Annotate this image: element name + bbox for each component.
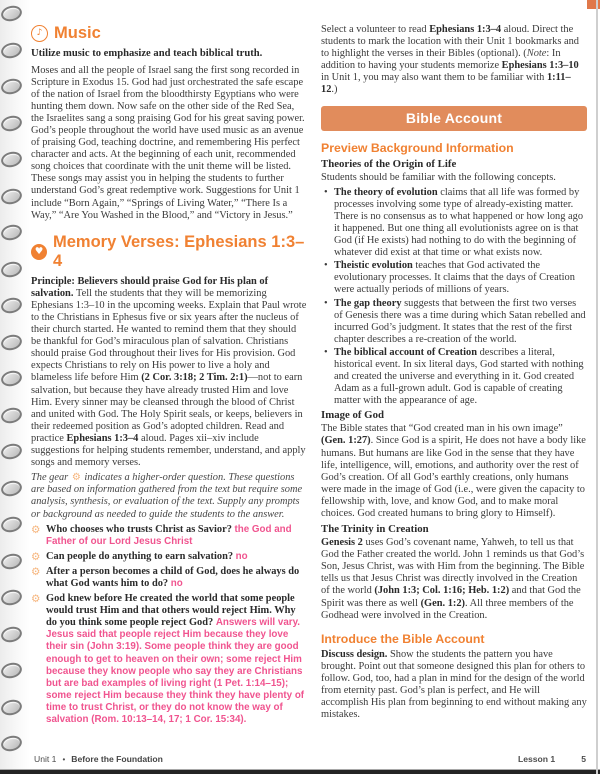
image-of-god-heading: Image of God bbox=[321, 409, 384, 422]
image-of-god-paragraph: The Bible states that “God created man in his own image” (Gen. 1:27). Since God is a spirit, He does not have a body like humans. But humans are like God in the sense that they have life, intelligence, will, emotions, and authority over the rest of God’s creation. Of all God’s earthly creations, only humans were made in the image of God (i.e., were given the capacity to fellowship with, love, and know God, and to make moral choices. God created humans to bring glory to Himself). bbox=[321, 423, 586, 519]
spiral-coil bbox=[0, 661, 24, 681]
spiral-coil bbox=[0, 551, 24, 571]
theories-intro: Students should be familiar with the following concepts. bbox=[321, 171, 556, 183]
heart-icon bbox=[31, 244, 47, 260]
spiral-coil bbox=[0, 405, 24, 425]
page-right-edge bbox=[596, 0, 598, 774]
bullet-icon: • bbox=[324, 186, 328, 198]
heart-glyph: ♥ bbox=[34, 245, 44, 257]
spiral-coil bbox=[0, 186, 24, 206]
left-column bbox=[31, 24, 308, 738]
spiral-coil bbox=[0, 4, 24, 24]
spiral-binding bbox=[0, 0, 24, 774]
music-icon bbox=[31, 25, 48, 42]
bullet-text: The theory of evolution claims that all life was formed by processes involving some type of already-existing matter. There is no consensus as to what happened or how long ago it happened. But one thing all evolutionists agree on is that God (if He exists) had nothing to do with the beginning of whatever did exist at that time or what exists now. bbox=[334, 186, 584, 259]
spiral-coil bbox=[0, 442, 24, 462]
spiral-coil bbox=[0, 113, 24, 133]
bullet-icon: • bbox=[324, 346, 328, 358]
right-column bbox=[321, 24, 587, 738]
spiral-coil bbox=[0, 478, 24, 498]
music-body: Moses and all the people of Israel sang the first song recorded in Scripture in Exodus 15. God had just orchestrated the safe escape of the nation of Israel from the bloodthirsty Egyptians who were hunting them down. Now safe on the other side of the Red Sea, the Israelites sang a song praising God for his great saving power. God’s people throughout the world have used music as an avenue of praising God, teaching doctrine, and remembering His perfect character and acts. At the beginning of each unit, recommended song choices that coordinate with the unit theme will be listed. These songs may assist you in helping the students to further understand God’s great redemptive work. Suggestions for Unit 1 include “Born Again,” “Springs of Living Water,” “There Is a Way,” “Are You Washed in the Blood,” and “Victory in Jesus.” bbox=[31, 64, 305, 221]
preview-background-heading: Preview Background Information bbox=[321, 140, 514, 155]
bullet-text: The biblical account of Creation describes a literal, historical event. In six literal days, God started with nothing and created the universe and everything in it. God created Adam as a full-grown adult. God is capable of creating matter with the appearance of age. bbox=[334, 346, 584, 407]
spiral-coil bbox=[0, 259, 24, 279]
question-item bbox=[31, 524, 308, 548]
footer-page-number: 5 bbox=[581, 754, 586, 764]
page-content bbox=[31, 24, 587, 738]
spiral-coil bbox=[0, 624, 24, 644]
question-item bbox=[31, 566, 308, 590]
spiral-coil bbox=[0, 296, 24, 316]
trinity-paragraph: Genesis 2 uses God’s covenant name, Yahweh, to tell us that God the Father created the world. John 1 reminds us that God’s Son, Jesus Christ, was with Him from the beginning. The Bible tells us that Jesus Christ was directly involved in the Creation of the world (John 1:3; Col. 1:16; Heb. 1:2) and that God the Spirit was there as well (Gen. 1:2). All three members of the Godhead were involved in the Creation. bbox=[321, 537, 585, 621]
memory-verses-title: Memory Verses: Ephesians 1:3–4 bbox=[53, 232, 305, 270]
question-text: After a person becomes a child of God, does he always do what God wants him to do? no bbox=[46, 565, 300, 589]
introduce-paragraph: Discuss design. Show the students the pattern you have brought. Point out that someone designed this plan for others to follow. God, too, had a plan in mind for the design of the world from eternity past. God’s plan is perfect, and He will accomplish His plan from beginning to end without making any mistakes. bbox=[321, 648, 587, 721]
list-item bbox=[321, 298, 587, 346]
list-item bbox=[321, 187, 587, 260]
music-section-heading bbox=[31, 24, 308, 43]
question-text: Who chooses who trusts Christ as Savior? the God and Father of our Lord Jesus Christ bbox=[46, 523, 292, 547]
spiral-coil bbox=[0, 77, 24, 97]
question-list bbox=[31, 524, 308, 727]
bullet-text: Theistic evolution teaches that God activated the evolutionary processes. It claims that the days of Creation were actually periods of millions of years. bbox=[334, 260, 575, 296]
spiral-coil bbox=[0, 369, 24, 389]
question-item bbox=[31, 593, 308, 726]
spiral-coil bbox=[0, 332, 24, 352]
footer-right bbox=[492, 754, 586, 764]
footer-unit: Unit 1 bbox=[34, 754, 57, 764]
spiral-coil bbox=[0, 588, 24, 608]
gear-note: The gear ⚙ indicates a higher-order question. These questions are based on information gathered from the text but require some analysis, synthesis, or evaluation of the text. Supply any prompts or background as needed to guide the students to the answer. bbox=[31, 472, 303, 520]
gear-icon: ⚙ bbox=[71, 472, 81, 484]
bible-account-banner: Bible Account bbox=[321, 106, 587, 131]
theories-list bbox=[321, 187, 587, 408]
music-title: Music bbox=[54, 24, 101, 42]
spiral-coil bbox=[0, 515, 24, 535]
memory-verses-principle: Principle: Believers should praise God for His plan of salvation. Tell the students that they will be memorizing Ephesians 1:3–10 in the upcoming weeks. Explain that Paul wrote to the Christians in Ephesus five or six years after the nucleus of their church started. He wanted to remind them that they should be thankful for God’s miraculous plan of salvation. Christians should praise God throughout their lives for His provision. God expects Christians to rely on His power to live a holy and blameless life before Him (2 Cor. 3:18; 2 Tim. 2:1)—not to earn salvation, but because they have already trusted Him and love Him. Every sinner may be cleansed through the blood of Christ and united with God. The Holy Spirit seals, or keeps, believers in their redeemed position as God’s adopted children. Read and practice Ephesians 1:3–4 aloud. Pages xii–xiv include suggestions for helping students remember, understand, and apply songs and memory verses. bbox=[31, 275, 307, 469]
music-note-glyph: ♪ bbox=[36, 28, 43, 38]
question-item bbox=[31, 551, 308, 563]
bullet-icon: • bbox=[324, 297, 328, 309]
gear-icon: ⚙ bbox=[31, 523, 41, 536]
gear-icon: ⚙ bbox=[31, 593, 41, 606]
bullet-icon: • bbox=[324, 260, 328, 272]
question-text: Can people do anything to earn salvation? no bbox=[46, 550, 248, 562]
gear-icon: ⚙ bbox=[31, 565, 41, 578]
spiral-coil bbox=[0, 697, 24, 717]
spiral-coil bbox=[0, 734, 24, 754]
footer-lesson: Lesson 1 bbox=[517, 754, 556, 764]
spiral-coil bbox=[0, 40, 24, 60]
footer-left bbox=[34, 754, 169, 764]
bullet-text: The gap theory suggests that between the first two verses of Genesis there was a time during which Satan rebelled and incurred God’s judgment. It states that the rest of the first chapter describes a re-creation of the world. bbox=[334, 297, 586, 345]
introduce-bible-account-heading: Introduce the Bible Account bbox=[321, 631, 485, 646]
list-item bbox=[321, 347, 587, 407]
question-text: God knew before He created the world that some people would trust Him and that others would reject Him. Why do you think some people reject God? Answers will vary. Jesus said that people reject Him because they love their sin (John 3:19). Some people think they are good enough to get to heaven on their own; some reject Him because they know people who say they are Christians but are bad examples of living right (1 Pet. 1:14–15); some reject Him because they think they have plenty of time to trust Christ, or they do not know the way of salvation (Rom. 10:13–14, 17; 1 Cor. 15:34). bbox=[46, 593, 305, 725]
spiral-coil bbox=[0, 223, 24, 243]
footer-separator: • bbox=[62, 755, 66, 764]
page-footer bbox=[34, 754, 586, 764]
spiral-coil bbox=[0, 150, 24, 170]
list-item bbox=[321, 260, 587, 296]
theories-heading: Theories of the Origin of Life bbox=[321, 157, 457, 170]
gear-icon: ⚙ bbox=[31, 550, 41, 563]
memory-verses-heading bbox=[31, 233, 308, 271]
music-lead: Utilize music to emphasize and teach biblical truth. bbox=[31, 48, 263, 59]
select-volunteer-paragraph: Select a volunteer to read Ephesians 1:3–4 aloud. Direct the students to mark the location with their Unit 1 bookmarks and to highlight the verses in their Bibles (optional). (Note: In addition to having your students memorize Ephesians 1:3–10 in Unit 1, you may also want them to be familiar with 1:11–12.) bbox=[321, 24, 579, 96]
page-corner-tab bbox=[587, 0, 600, 9]
footer-book-title: Before the Foundation bbox=[71, 754, 163, 764]
trinity-heading: The Trinity in Creation bbox=[321, 523, 429, 536]
page-bottom-edge bbox=[0, 770, 600, 774]
